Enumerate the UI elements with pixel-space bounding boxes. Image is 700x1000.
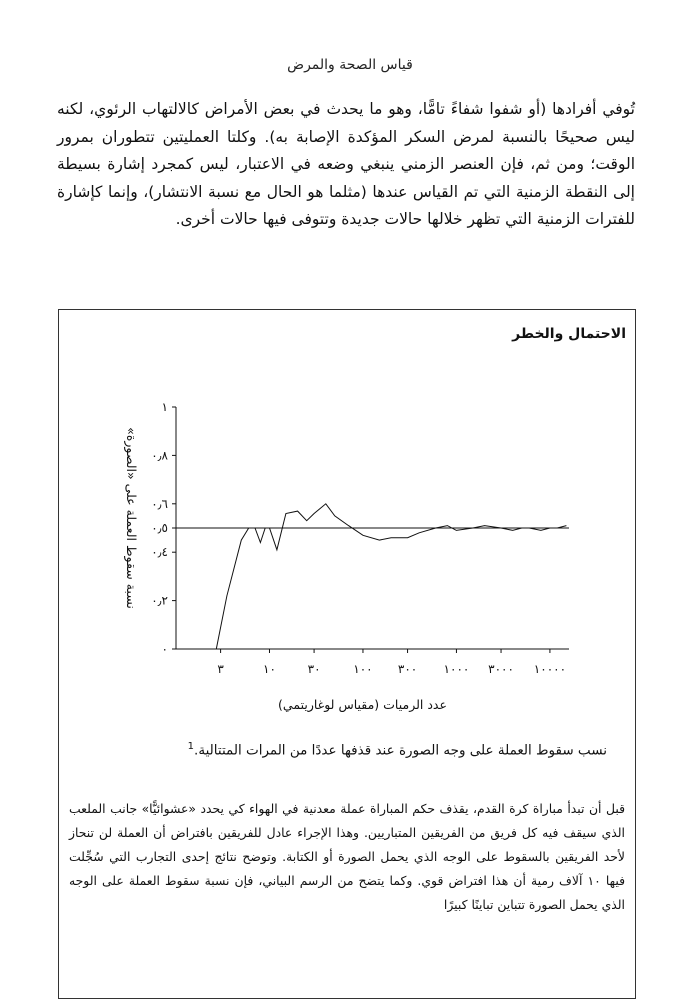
box-title: الاحتمال والخطر [512,326,626,342]
y-tick-label: ٠٫٨ [151,448,168,463]
footnote-marker: 1 [187,741,195,752]
x-tick-label: ١٠ [263,662,276,676]
x-axis-title: عدد الرميات (مقياس لوغاريتمي) [278,697,447,712]
x-tick-label: ٣٠٠٠ [488,662,514,676]
x-tick-label: ٣٠٠ [397,662,418,676]
x-tick-label: ٣ [217,662,224,676]
x-tick-label: ١٠٠ [353,662,373,676]
x-tick-label: ١٠٠٠ [443,662,470,676]
sidebar-box [58,309,636,999]
body-paragraph-block [57,96,635,234]
box-text-block [69,797,625,917]
x-tick-label: ٣٠ [307,662,321,676]
caption-text: نسب سقوط العملة على وجه الصورة عند قذفها عددًا من المرات المتتالية. [194,742,607,759]
figure-caption [107,741,607,759]
y-tick-label: ١ [161,400,168,414]
y-tick-label: ٠ [161,642,168,656]
coin-toss-chart [59,310,635,730]
box-paragraph: قبل أن تبدأ مباراة كرة القدم، يقذف حكم المباراة عملة معدنية في الهواء كي يحدد «عشوائيًّا» جانب الملعب الذي سيقف فيه كل فريق من الفريقين المتباريين. وهذا الإجراء عادل للفريقين بافتراض أن العملة لن تنحاز لأحد الفريقين بالسقوط على الوجه الذي يحمل الصورة أو الكتابة. وتوضح نتائج إحدى التجارب التي سُجِّلت فيها ١٠ آلاف رمية أن هذا افتراض قوي. وكما يتضح من الرسم البياني، فإن نسبة سقوط العملة على الوجه الذي يحمل الصورة تتباين تباينًا كبيرًا [69,801,626,912]
y-tick-label: ٠٫٤ [151,545,168,560]
x-tick-label: ١٠٠٠٠ [533,662,567,676]
y-axis-title: نسبة سقوط العملة على «الصورة» [124,427,139,609]
chart-ticks [151,400,566,676]
body-paragraph: تُوفي أفرادها (أو شفوا شفاءً تامًّا، وهو ما يحدث في بعض الأمراض كالالتهاب الرئوي، لكنه ليس صحيحًا بالنسبة لمرض السكر المؤكدة الإصابة به). وكلتا العمليتين تتطوران بمرور الوقت؛ ومن ثم، فإن العنصر الزمني ينبغي وضعه في الاعتبار، ليس كمجرد إشارة بسيطة إلى النقطة الزمنية التي تم القياس عندها (مثلما هو الحال مع نسبة الانتشار)، وإنما كإشارة للفترات الزمنية التي تظهر خلالها حالات جديدة وتتوفى فيها حالات أخرى. [57,100,635,228]
series-line [216,504,566,649]
y-tick-label: ٠٫٢ [151,593,168,608]
y-tick-label: ٠٫٥ [151,521,168,535]
y-tick-label: ٠٫٦ [151,496,168,511]
running-head: قياس الصحة والمرض [287,57,413,73]
